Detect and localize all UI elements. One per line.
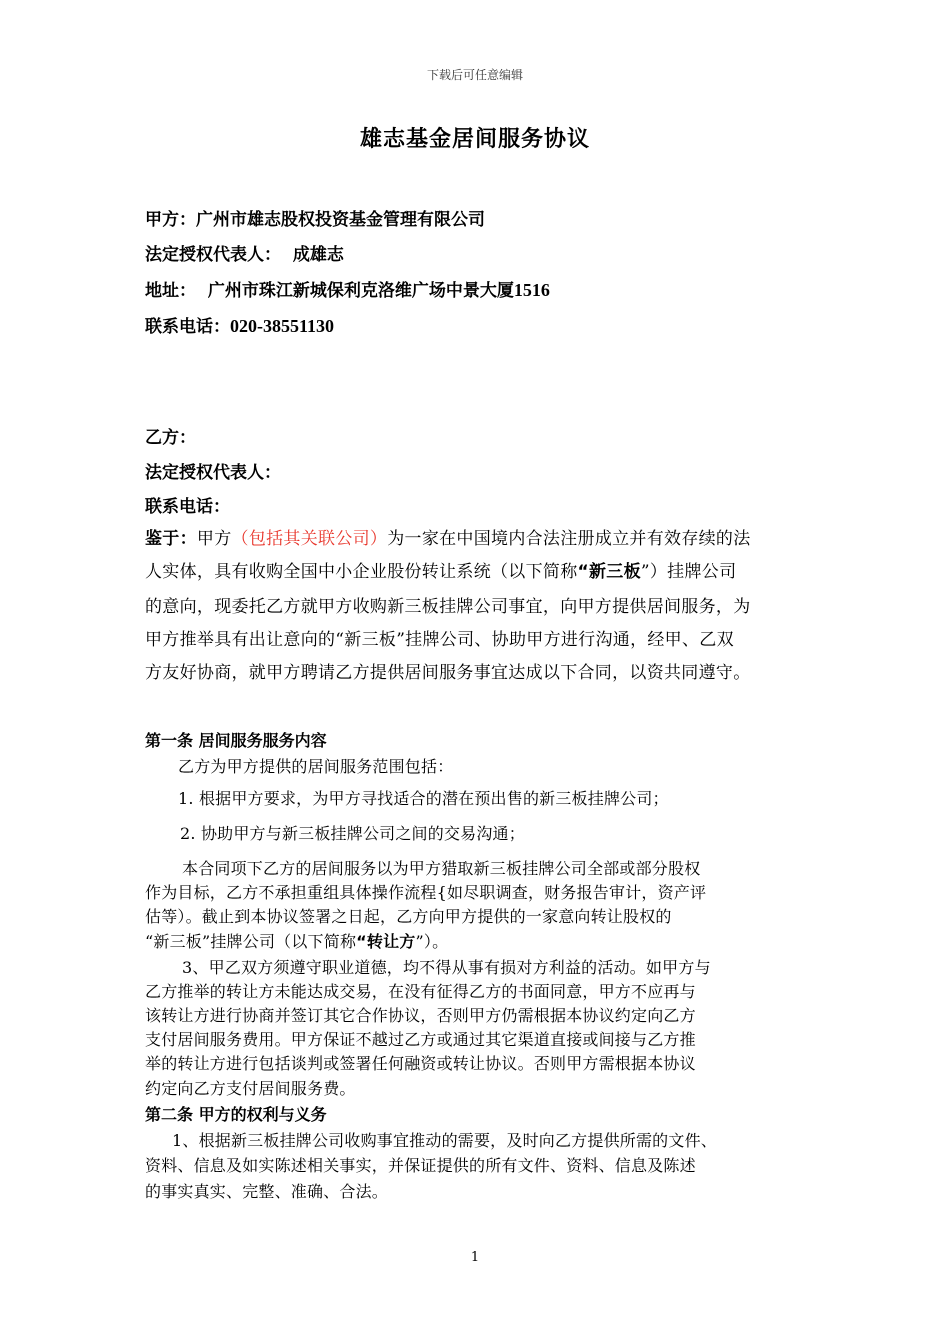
article-1-item-2: 2. 协助甲方与新三板挂牌公司之间的交易沟通； bbox=[180, 824, 525, 843]
article-2-title: 第二条 甲方的权利与义务 bbox=[145, 1105, 327, 1124]
article-1-p1-line-1: 本合同项下乙方的居间服务以为甲方猎取新三板挂牌公司全部或部分股权 bbox=[182, 859, 701, 878]
recital-line-5: 方友好协商，就甲方聘请乙方提供居间服务事宜达成以下合同，以资共同遵守。 bbox=[145, 663, 751, 683]
party-a-phone-value: 020-38551130 bbox=[230, 316, 335, 336]
article-1-p1-l4-bold: “转让方 bbox=[356, 932, 416, 951]
article-1-p2-line-5: 举的转让方进行包括谈判或签署任何融资或转让协议。否则甲方需根据本协议 bbox=[145, 1054, 696, 1073]
article-1-p1-line-3: 估等）。截止到本协议签署之日起，乙方向甲方提供的一家意向转让股权的 bbox=[145, 907, 672, 926]
recital-l2-bold: “新三板 bbox=[577, 562, 641, 582]
article-1-p2-line-2: 乙方推举的转让方未能达成交易，在没有征得乙方的书面同意，甲方不应再与 bbox=[145, 982, 696, 1001]
party-a-name-label: 甲方： bbox=[145, 210, 196, 230]
article-1-p1-l4-b: ”）。 bbox=[415, 932, 449, 951]
article-1-p1-l4-a: “新三板”挂牌公司（以下简称 bbox=[145, 932, 357, 951]
article-1-item-1: 1. 根据甲方要求，为甲方寻找适合的潜在预出售的新三板挂牌公司； bbox=[178, 789, 669, 808]
recital-line-4: 甲方推举具有出让意向的“新三板”挂牌公司、协助甲方进行沟通，经甲、乙双 bbox=[145, 630, 734, 650]
article-1-p2-line-6: 约定向乙方支付居间服务费。 bbox=[145, 1079, 356, 1098]
recital-l1-b: 为一家在中国境内合法注册成立并有效存续的法 bbox=[387, 529, 751, 549]
header-note: 下载后可任意编辑 bbox=[426, 68, 523, 82]
recital-line-1 bbox=[145, 524, 751, 549]
recital-related-companies: （包括其关联公司） bbox=[231, 529, 388, 549]
recital-l1-a: 甲方 bbox=[196, 529, 232, 549]
recital-line-2 bbox=[145, 557, 736, 582]
recital-l2-b: ”）挂牌公司 bbox=[640, 562, 737, 582]
article-1-intro: 乙方为甲方提供的居间服务范围包括： bbox=[178, 757, 454, 776]
article-1-p2-line-1: 3、甲乙双方须遵守职业道德，均不得从事有损对方利益的活动。如甲方与 bbox=[182, 958, 711, 977]
party-a-name-value: 广州市雄志股权投资基金管理有限公司 bbox=[196, 210, 485, 230]
recital-l2-a: 人实体，具有收购全国中小企业股份转让系统（以下简称 bbox=[145, 562, 578, 582]
party-a-name bbox=[145, 205, 485, 230]
article-2-p1-line-2: 资料、信息及如实陈述相关事实，并保证提供的所有文件、资料、信息及陈述 bbox=[145, 1156, 696, 1175]
party-a-rep-value: 成雄志 bbox=[292, 245, 344, 265]
party-a-address-label: 地址： bbox=[145, 281, 196, 301]
article-2-p1-line-1: 1、根据新三板挂牌公司收购事宜推动的需要，及时向乙方提供所需的文件、 bbox=[172, 1131, 717, 1150]
party-b-phone-label: 联系电话： bbox=[145, 497, 230, 517]
article-2-p1-line-3: 的事实真实、完整、准确、合法。 bbox=[145, 1182, 389, 1201]
document-title: 雄志基金居间服务协议 bbox=[359, 127, 590, 152]
party-b-name-label: 乙方： bbox=[145, 428, 196, 448]
party-a-phone-label: 联系电话： bbox=[145, 317, 230, 337]
article-1-p2-line-3: 该转让方进行协商并签订其它合作协议，否则甲方仍需根据本协议约定向乙方 bbox=[145, 1006, 696, 1025]
recital-line-3: 的意向，现委托乙方就甲方收购新三板挂牌公司事宜，向甲方提供居间服务，为 bbox=[145, 597, 751, 617]
article-1-p1-line-2: 作为目标，乙方不承担重组具体操作流程{如尽职调查，财务报告审计，资产评 bbox=[145, 883, 707, 902]
recital-label: 鉴于： bbox=[145, 529, 197, 549]
page-number: 1 bbox=[470, 1250, 480, 1265]
article-1-p1-line-4 bbox=[145, 929, 448, 952]
party-a-address-value: 广州市珠江新城保利克洛维广场中景大厦 bbox=[207, 281, 514, 301]
party-a-phone bbox=[145, 312, 334, 337]
party-a-rep bbox=[145, 240, 344, 265]
party-a-rep-label: 法定授权代表人： bbox=[145, 245, 281, 265]
article-1-title: 第一条 居间服务服务内容 bbox=[145, 731, 327, 750]
party-b-rep-label: 法定授权代表人： bbox=[145, 463, 281, 483]
party-a-address bbox=[145, 276, 550, 301]
article-1-p2-line-4: 支付居间服务费用。甲方保证不越过乙方或通过其它渠道直接或间接与乙方推 bbox=[145, 1030, 696, 1049]
party-a-address-number: 1516 bbox=[513, 280, 550, 300]
